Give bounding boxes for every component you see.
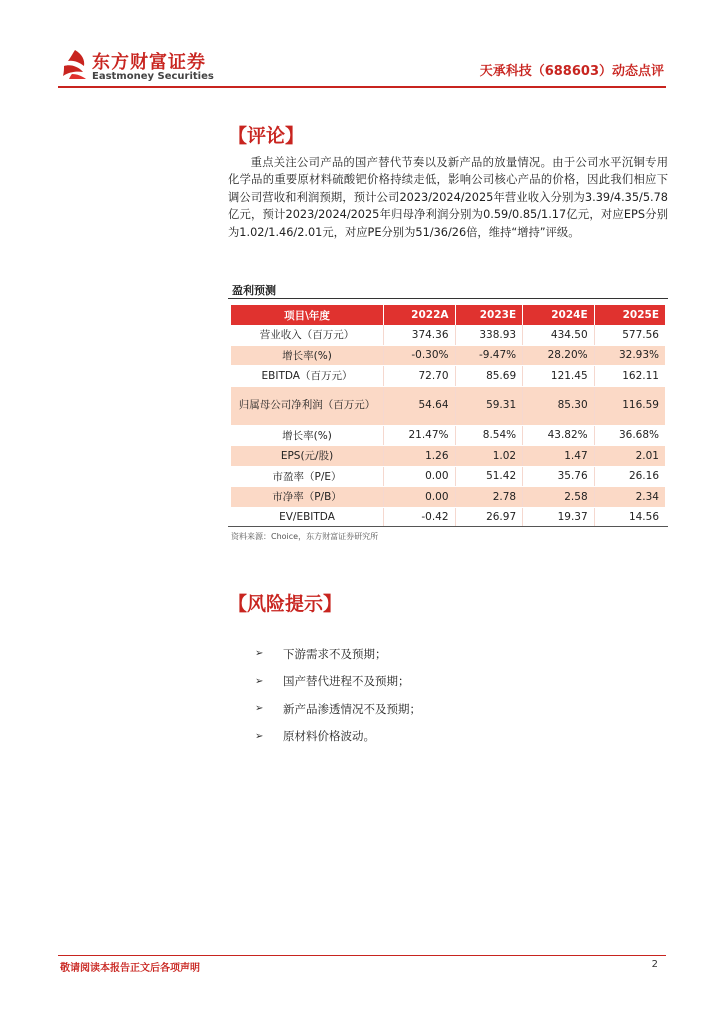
row-label: EBITDA（百万元） (231, 366, 384, 387)
table-row (231, 425, 665, 446)
comment-heading: 【评论】 (228, 125, 305, 147)
arrow-bullet-icon: ➢ (255, 648, 264, 660)
list-item (255, 723, 421, 751)
table-cell: 59.31 (455, 386, 523, 425)
risk-text: 国产替代进程不及预期； (283, 674, 410, 689)
table-row (231, 366, 665, 387)
table-cell: -9.47% (455, 345, 523, 366)
footer-disclaimer: 敬请阅读本报告正文后各项声明 (60, 963, 200, 974)
risk-heading: 【风险提示】 (228, 593, 343, 615)
arrow-bullet-icon: ➢ (255, 703, 264, 715)
table-cell: 26.16 (594, 466, 665, 487)
table-cell: 0.00 (384, 466, 456, 487)
table-cell: 28.20% (523, 345, 595, 366)
row-label: 营业收入（百万元） (231, 325, 384, 345)
row-label: 市净率（P/B） (231, 487, 384, 508)
table-row (231, 507, 665, 528)
table-cell: 2.78 (455, 487, 523, 508)
table-cell: 577.56 (594, 325, 665, 345)
row-label: 增长率(%) (231, 425, 384, 446)
table-cell: 32.93% (594, 345, 665, 366)
risk-list (255, 640, 421, 750)
table-title-divider (228, 298, 668, 299)
table-row (231, 345, 665, 366)
table-bottom-divider (228, 526, 668, 527)
comment-body (228, 154, 668, 241)
table-cell: 26.97 (455, 507, 523, 528)
data-source-note: 资料来源：Choice，东方财富证券研究所 (231, 532, 379, 541)
list-item (255, 668, 421, 696)
table-cell: 14.56 (594, 507, 665, 528)
table-cell: 1.26 (384, 446, 456, 467)
column-header: 2022A (384, 305, 456, 325)
table-cell: -0.30% (384, 345, 456, 366)
report-title: 天承科技（688603）动态点评 (479, 64, 664, 79)
table-cell: 434.50 (523, 325, 595, 345)
table-cell: 19.37 (523, 507, 595, 528)
arrow-bullet-icon: ➢ (255, 730, 264, 742)
column-header: 项目\年度 (231, 305, 384, 325)
row-label: 增长率(%) (231, 345, 384, 366)
logo-english-name: Eastmoney Securities (92, 71, 214, 82)
logo-chinese-name: 东方财富证券 (92, 52, 206, 73)
table-cell: 35.76 (523, 466, 595, 487)
table-title: 盈利预测 (232, 284, 276, 297)
brand-logo (58, 46, 214, 86)
table-cell: 2.01 (594, 446, 665, 467)
header-divider (58, 86, 666, 88)
comment-paragraph: 重点关注公司产品的国产替代节奏以及新产品的放量情况。由于公司水平沉铜专用化学品的重要原材料硫酸钯价格持续走低，影响公司核心产品的价格，因此我们相应下调公司营收和利润预期，预计公司2023/2024/2025年营业收入分别为3.39/4.35/5.78亿元，预计2023/2024/2025年归母净利润分别为0.59/0.85/1.17亿元，对应EPS分别为1.02/1.46/2.01元，对应PE分别为51/36/26倍，维持“增持”评级。 (228, 156, 668, 239)
column-header: 2024E (523, 305, 595, 325)
table-cell: 162.11 (594, 366, 665, 387)
table-cell: 1.02 (455, 446, 523, 467)
arrow-bullet-icon: ➢ (255, 675, 264, 687)
table-row (231, 487, 665, 508)
page-number: 2 (651, 959, 658, 970)
table-header-row (231, 305, 665, 325)
table-cell: 72.70 (384, 366, 456, 387)
row-label: 归属母公司净利润（百万元） (231, 386, 384, 425)
table-cell: 0.00 (384, 487, 456, 508)
forecast-table (231, 305, 665, 528)
column-header: 2025E (594, 305, 665, 325)
risk-text: 原材料价格波动。 (283, 729, 375, 744)
table-cell: 85.30 (523, 386, 595, 425)
column-header: 2023E (455, 305, 523, 325)
table-row (231, 446, 665, 467)
table-cell: 374.36 (384, 325, 456, 345)
table-cell: -0.42 (384, 507, 456, 528)
table-cell: 43.82% (523, 425, 595, 446)
risk-text: 新产品渗透情况不及预期； (283, 701, 421, 716)
table-cell: 2.58 (523, 487, 595, 508)
table-cell: 36.68% (594, 425, 665, 446)
row-label: EV/EBITDA (231, 507, 384, 528)
row-label: EPS(元/股) (231, 446, 384, 467)
table-cell: 54.64 (384, 386, 456, 425)
table-row (231, 386, 665, 425)
table-cell: 2.34 (594, 487, 665, 508)
footer-divider (58, 955, 666, 956)
table-cell: 116.59 (594, 386, 665, 425)
list-item (255, 695, 421, 723)
table-cell: 21.47% (384, 425, 456, 446)
table-cell: 338.93 (455, 325, 523, 345)
table-cell: 8.54% (455, 425, 523, 446)
table-row (231, 325, 665, 345)
risk-text: 下游需求不及预期； (283, 646, 387, 661)
table-cell: 85.69 (455, 366, 523, 387)
eastmoney-logo-icon (58, 48, 92, 80)
row-label: 市盈率（P/E） (231, 466, 384, 487)
list-item (255, 640, 421, 668)
table-row (231, 466, 665, 487)
table-cell: 1.47 (523, 446, 595, 467)
table-cell: 51.42 (455, 466, 523, 487)
table-cell: 121.45 (523, 366, 595, 387)
